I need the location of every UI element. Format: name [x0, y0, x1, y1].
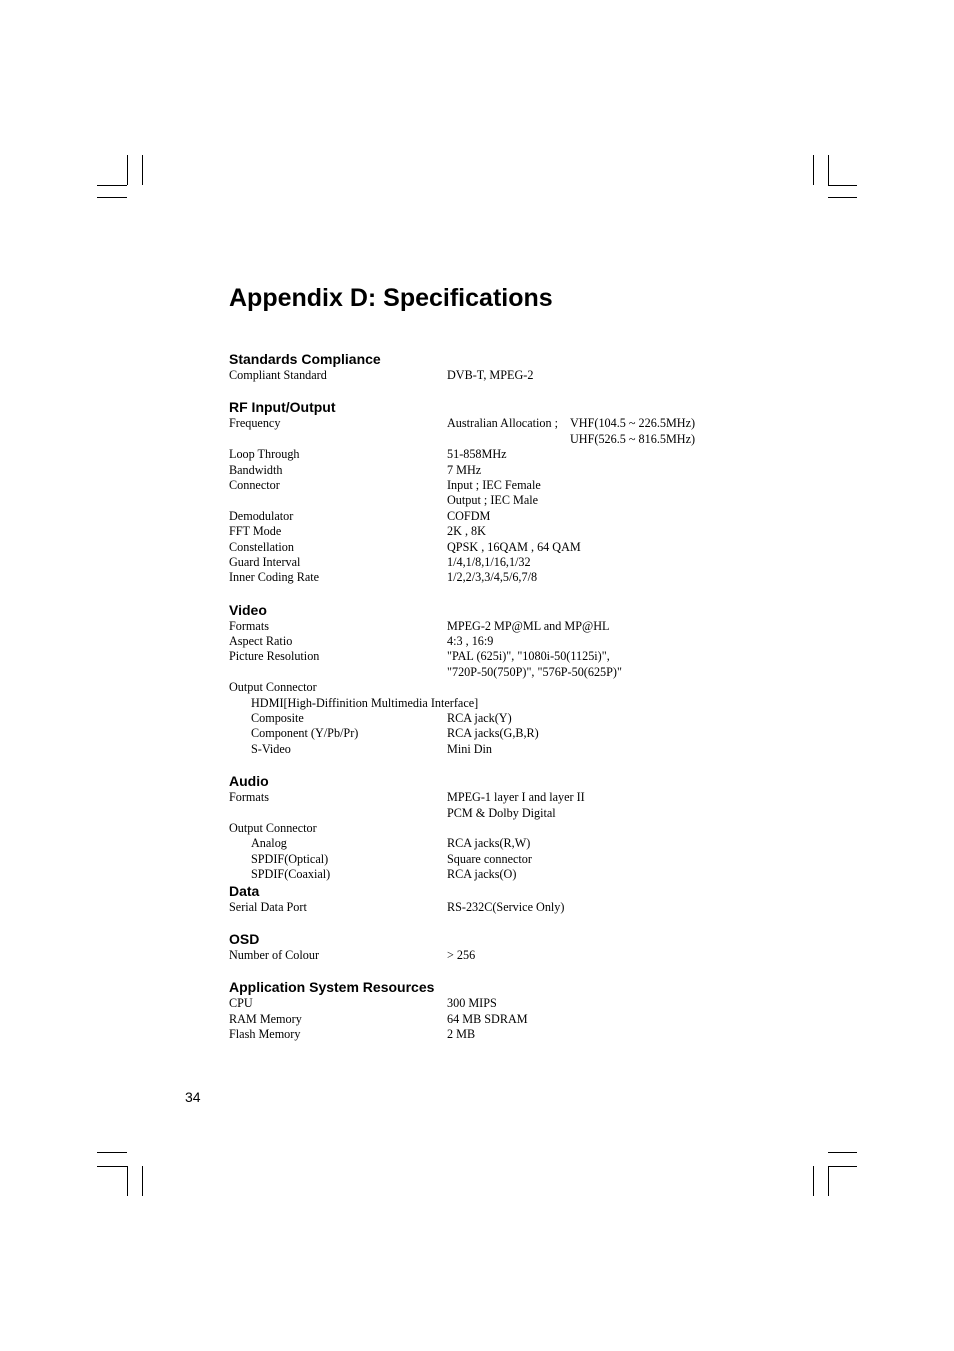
spec-label: Composite [251, 711, 304, 726]
crop-mark [828, 155, 829, 185]
spec-value: "PAL (625i)", "1080i-50(1125i)", [447, 649, 610, 664]
spec-value: Australian Allocation ; [447, 416, 559, 431]
spec-label: Aspect Ratio [229, 634, 293, 649]
page-number: 34 [185, 1089, 201, 1105]
spec-row-bandwidth [229, 463, 789, 478]
spec-label: Loop Through [229, 447, 300, 462]
spec-value: PCM & Dolby Digital [447, 805, 556, 820]
crop-mark [97, 1166, 127, 1167]
spec-value: 2 MB [447, 1027, 476, 1042]
spec-label: RAM Memory [229, 1011, 302, 1026]
spec-row-serial-data-port [229, 900, 789, 915]
crop-mark [97, 197, 127, 198]
crop-mark [813, 1166, 814, 1196]
section-heading-data: Data [229, 882, 260, 899]
crop-mark [828, 185, 857, 186]
spec-row-component [229, 726, 789, 741]
spec-row-picture-resolution [229, 649, 789, 664]
spec-row-fft-mode [229, 524, 789, 539]
spec-label: Guard Interval [229, 554, 301, 569]
page-title: Appendix D: Specifications [229, 284, 553, 312]
spec-label: CPU [229, 996, 253, 1011]
spec-row-demodulator [229, 509, 789, 524]
spec-value: COFDM [447, 508, 491, 523]
spec-label: SPDIF(Optical) [251, 851, 329, 866]
crop-mark [813, 155, 814, 185]
spec-label: HDMI[High-Diffinition Multimedia Interface] [251, 695, 479, 710]
spec-row-audio-output-connector [229, 821, 789, 836]
spec-label: Formats [229, 618, 269, 633]
spec-label: FFT Mode [229, 524, 282, 539]
spec-row-ram-memory [229, 1012, 789, 1027]
spec-value: 300 MIPS [447, 996, 497, 1011]
spec-row-hdmi [229, 696, 789, 711]
spec-value-uhf: UHF(526.5 ~ 816.5MHz) [570, 431, 696, 446]
spec-label: S-Video [251, 741, 291, 756]
spec-value: RS-232C(Service Only) [447, 899, 565, 914]
crop-mark [828, 1166, 829, 1196]
spec-value: Output ; IEC Male [447, 493, 539, 508]
section-heading-rf: RF Input/Output [229, 399, 336, 416]
crop-mark [828, 197, 857, 198]
spec-value: Mini Din [447, 741, 493, 756]
spec-label: Output Connector [229, 680, 317, 695]
spec-value: Square connector [447, 851, 532, 866]
spec-label: Frequency [229, 416, 281, 431]
spec-value: "720P-50(750P)", "576P-50(625P)" [447, 664, 622, 679]
spec-label: Flash Memory [229, 1027, 301, 1042]
spec-value: 1/2,2/3,3/4,5/6,7/8 [447, 570, 538, 585]
crop-mark [97, 185, 127, 186]
spec-row-constellation [229, 540, 789, 555]
spec-row-cpu [229, 996, 789, 1011]
spec-value: 51-858MHz [447, 447, 507, 462]
spec-row-s-video [229, 742, 789, 757]
spec-row-connector [229, 478, 789, 493]
spec-value-vhf: VHF(104.5 ~ 226.5MHz) [570, 416, 696, 431]
spec-row-guard-interval [229, 555, 789, 570]
crop-mark [142, 1166, 143, 1196]
spec-row-aspect-ratio [229, 634, 789, 649]
section-heading-audio: Audio [229, 773, 269, 790]
spec-label: Analog [251, 836, 287, 851]
spec-row-loop-through [229, 447, 789, 462]
spec-row-spdif-coaxial [229, 867, 789, 882]
spec-value: > 256 [447, 947, 476, 962]
spec-row-frequency [229, 416, 789, 431]
spec-value: 7 MHz [447, 462, 482, 477]
spec-label: Picture Resolution [229, 649, 320, 664]
spec-row-audio-formats [229, 790, 789, 805]
spec-label: Output Connector [229, 820, 317, 835]
spec-row-audio-formats-cont [229, 806, 789, 821]
spec-row-spdif-optical [229, 852, 789, 867]
spec-label: Formats [229, 790, 269, 805]
spec-row-video-formats [229, 619, 789, 634]
spec-label: Serial Data Port [229, 899, 307, 914]
spec-value: DVB-T, MPEG-2 [447, 368, 534, 382]
spec-value: MPEG-1 layer I and layer II [447, 790, 585, 805]
spec-value: MPEG-2 MP@ML and MP@HL [447, 618, 610, 633]
crop-mark [142, 155, 143, 185]
spec-value: RCA jacks(G,B,R) [447, 726, 539, 741]
spec-row-inner-coding-rate [229, 570, 789, 585]
spec-value: QPSK , 16QAM , 64 QAM [447, 539, 581, 554]
spec-label: Bandwidth [229, 462, 283, 477]
crop-mark [828, 1152, 857, 1153]
spec-value: RCA jack(Y) [447, 711, 512, 726]
spec-row-analog [229, 836, 789, 851]
spec-value: 2K , 8K [447, 524, 486, 539]
spec-value: RCA jacks(R,W) [447, 836, 531, 851]
spec-value: 4:3 , 16:9 [447, 634, 494, 649]
spec-row-connector-output [229, 493, 789, 508]
spec-row-frequency-uhf [229, 432, 789, 447]
spec-label: Compliant Standard [229, 368, 327, 382]
spec-row-picture-resolution-cont [229, 665, 789, 680]
crop-mark [127, 1166, 128, 1196]
spec-label: Number of Colour [229, 947, 320, 962]
spec-label: SPDIF(Coaxial) [251, 867, 331, 882]
spec-row-composite [229, 711, 789, 726]
specifications-list [229, 351, 789, 1043]
spec-value: Input ; IEC Female [447, 477, 541, 492]
spec-row-video-output-connector [229, 680, 789, 695]
spec-label: Connector [229, 477, 280, 492]
spec-label: Constellation [229, 539, 294, 554]
spec-row-number-of-colour [229, 948, 789, 963]
spec-label: Demodulator [229, 508, 294, 523]
crop-mark [97, 1152, 127, 1153]
crop-mark [828, 1166, 857, 1167]
section-heading-video: Video [229, 601, 267, 618]
spec-label: Component (Y/Pb/Pr) [251, 726, 359, 741]
section-heading-resources: Application System Resources [229, 979, 435, 996]
crop-mark [127, 155, 128, 185]
spec-row-compliant-standard [229, 368, 789, 383]
spec-value: RCA jacks(O) [447, 867, 517, 882]
spec-value: 64 MB SDRAM [447, 1011, 528, 1026]
spec-value: 1/4,1/8,1/16,1/32 [447, 554, 531, 569]
section-heading-osd: OSD [229, 930, 260, 947]
spec-row-flash-memory [229, 1027, 789, 1042]
spec-label: Inner Coding Rate [229, 570, 320, 585]
section-heading-standards: Standards Compliance [229, 351, 381, 367]
